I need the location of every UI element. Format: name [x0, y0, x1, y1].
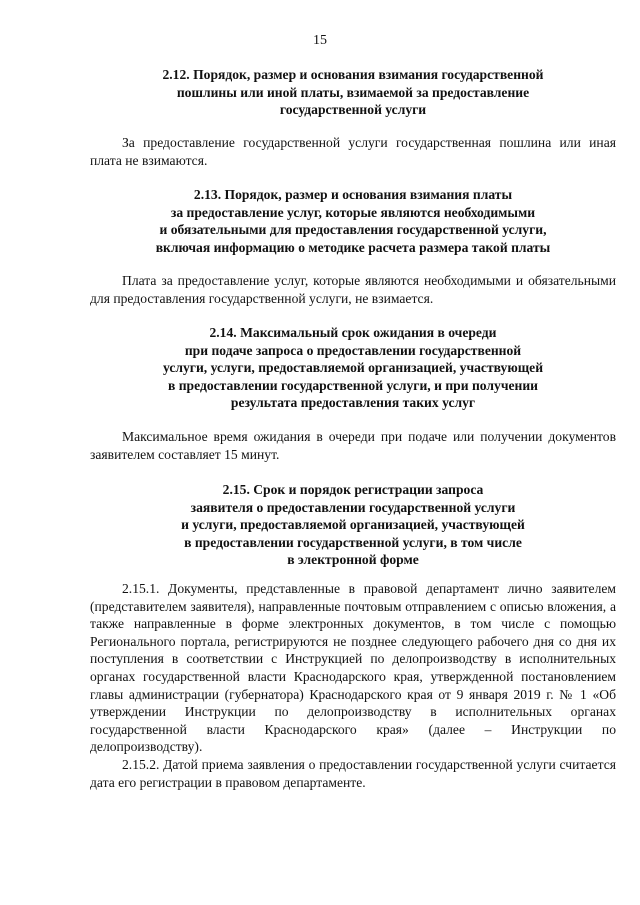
heading-line: пошлины или иной платы, взимаемой за предоставление: [176, 84, 530, 100]
heading-line: государственной услуги: [279, 102, 427, 117]
section-2-14-body: [90, 428, 616, 463]
section-2-13-body: [90, 272, 616, 307]
heading-line: и обязательными для предоставления государственной услуги,: [159, 222, 547, 237]
paragraph: 2.15.1. Документы, представленные в правовой департамент лично заявителем (представителем заявителя), направленные почтовым отправлением с описью вложения, а также направленные в форме электронных документов, в том числе с помощью Регионального портала, регистрируются не позднее следующего рабочего дня со дня их поступления в соответствии с Инструкцией по делопроизводству в исполнительных органах государственной власти Краснодарского края, утвержденной постановлением главы администрации (губернатора) Краснодарского края от 9 января 2019 г. № 1 «Об утверждении Инструкции по делопроизводству в исполнительных органах государственной власти Краснодарского края» (далее – Инструкции по делопроизводству).: [90, 581, 616, 755]
section-2-12-heading: [90, 66, 616, 119]
section-2-13-heading: [90, 186, 616, 256]
paragraph: Максимальное время ожидания в очереди при подаче или получении документов заявителем составляет 15 минут.: [90, 429, 616, 462]
heading-line: результата предоставления таких услуг: [230, 395, 476, 410]
heading-line: за предоставление услуг, которые являются необходимыми: [170, 204, 536, 220]
heading-line: заявителя о предоставлении государственной услуги: [190, 499, 516, 515]
page-number: 15: [313, 33, 327, 48]
heading-line: услуги, услуги, предоставляемой организацией, участвующей: [162, 360, 544, 375]
heading-line: при подаче запроса о предоставлении государственной: [184, 342, 522, 358]
heading-line: 2.12. Порядок, размер и основания взимания государственной: [162, 67, 544, 82]
heading-line: и услуги, предоставляемой организацией, участвующей: [181, 517, 525, 532]
section-2-12-body: [90, 134, 616, 169]
heading-line: в электронной форме: [287, 552, 419, 567]
paragraph: 2.15.2. Датой приема заявления о предоставлении государственной услуги считается дата его регистрации в правовом департаменте.: [90, 756, 616, 790]
section-2-15-body: [90, 580, 616, 791]
paragraph: За предоставление государственной услуги государственная пошлина или иная плата не взимаются.: [90, 135, 616, 168]
section-2-14-heading: [90, 324, 616, 412]
paragraph: Плата за предоставление услуг, которые являются необходимыми и обязательными для предоставления государственной услуги, не взимается.: [90, 273, 616, 306]
heading-line: 2.14. Максимальный срок ожидания в очереди: [209, 325, 497, 340]
heading-line: включая информацию о методике расчета размера такой платы: [155, 239, 551, 255]
heading-line: в предоставлении государственной услуги, и при получении: [167, 377, 539, 393]
heading-line: 2.15. Срок и порядок регистрации запроса: [222, 482, 484, 497]
heading-line: в предоставлении государственной услуги, в том числе: [184, 534, 522, 550]
section-2-15-heading: [90, 481, 616, 569]
heading-line: 2.13. Порядок, размер и основания взимания платы: [193, 187, 513, 202]
